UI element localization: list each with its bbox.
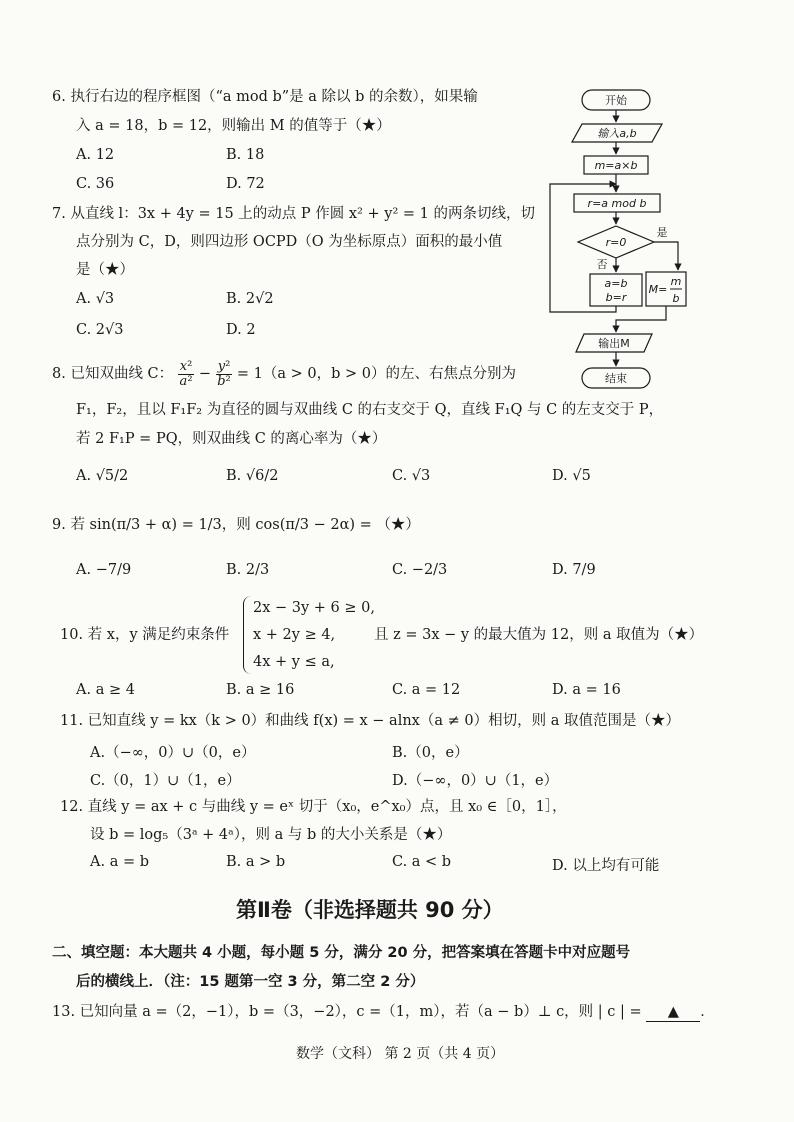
q9-option-a: A. −7/9 xyxy=(76,562,132,578)
flow-m-compute-lhs: M= xyxy=(648,283,668,296)
q6-option-b: B. 18 xyxy=(226,147,265,163)
q12-option-d: D. 以上均有可能 xyxy=(552,858,660,874)
flow-swap-label-2: b=r xyxy=(605,291,627,304)
q9-option-c: C. −2/3 xyxy=(392,562,448,578)
q8-line1: 8. 已知双曲线 C： $\frac{\text{x²}}{\text{a²}}$ − $\frac{\text{y²}}{\text{b²}}$ = 1（a > 0，b > 0）的左、右焦点分别为 xyxy=(52,359,516,389)
flow-yes-label: 是 xyxy=(656,226,668,239)
flow-start-label: 开始 xyxy=(605,94,627,107)
q9-option-b: B. 2/3 xyxy=(226,562,270,578)
flow-r-assign-label: r=a mod b xyxy=(587,197,647,210)
q11-option-b: B.（0，e） xyxy=(392,745,469,761)
q13-answer-blank[interactable]: ▲ xyxy=(646,1003,700,1022)
q10-constraint-2: x + 2y ≥ 4, xyxy=(253,627,336,643)
q8-option-d: D. √5 xyxy=(552,468,591,484)
program-flowchart xyxy=(540,84,690,394)
q8-option-c: C. √3 xyxy=(392,468,431,484)
q13: 13. 已知向量 a =（2，−1），b =（3，−2），c =（1，m），若（a − b）⊥ c，则 | c | = ▲ ． xyxy=(52,1003,715,1022)
q11-option-d: D.（−∞，0）∪（1，e） xyxy=(392,773,559,789)
q8-frac-x: $\frac{\text{x²}}{\text{a²}}$ xyxy=(179,359,193,389)
q12-line2: 设 b = log₅（3ᵃ + 4ᵃ），则 a 与 b 的大小关系是（★） xyxy=(90,827,452,843)
section2-title: 第Ⅱ卷（非选择题共 90 分） xyxy=(236,898,504,922)
q13-text: 13. 已知向量 a =（2，−1），b =（3，−2），c =（1，m），若（a − b）⊥ c，则 | c | = xyxy=(52,1004,642,1020)
q10-brace xyxy=(243,596,252,674)
q7-line1: 7. 从直线 l：3x + 4y = 15 上的动点 P 作圆 x² + y² = 1 的两条切线，切 xyxy=(52,206,535,222)
q10-option-a: A. a ≥ 4 xyxy=(76,682,135,698)
q7-option-d: D. 2 xyxy=(226,322,256,338)
q8-line1-post: = 1（a > 0，b > 0）的左、右焦点分别为 xyxy=(236,366,516,383)
q10-option-b: B. a ≥ 16 xyxy=(226,682,295,698)
q12-line1: 12. 直线 y = ax + c 与曲线 y = eˣ 切于（x₀，e^x₀）点，且 x₀ ∈［0，1］， xyxy=(60,799,567,815)
q6-option-a: A. 12 xyxy=(76,147,115,163)
q6-option-d: D. 72 xyxy=(226,176,265,192)
q7-line2: 点分别为 C，D，则四边形 OCPD（O 为坐标原点）面积的最小值 xyxy=(76,234,503,250)
q7-option-c: C. 2√3 xyxy=(76,322,124,338)
q8-line2: F₁，F₂，且以 F₁F₂ 为直径的圆与双曲线 C 的右支交于 Q，直线 F₁Q 与 C 的左支交于 P， xyxy=(76,402,664,418)
q8-option-a: A. √5/2 xyxy=(76,468,129,484)
q10-option-d: D. a = 16 xyxy=(552,682,621,698)
q11-option-c: C.（0，1）∪（1，e） xyxy=(90,773,241,789)
q9-option-d: D. 7/9 xyxy=(552,562,596,578)
q6-line2: 入 a = 18，b = 12，则输出 M 的值等于（★） xyxy=(76,118,391,134)
q8-line1-pre: 8. 已知双曲线 C： xyxy=(52,366,174,383)
flow-swap-label-1: a=b xyxy=(604,277,628,290)
q10-tail: 且 z = 3x − y 的最大值为 12，则 a 取值为（★） xyxy=(374,627,704,643)
q11-text: 11. 已知直线 y = kx（k > 0）和曲线 f(x) = x − alnx（a ≠ 0）相切，则 a 取值范围是（★） xyxy=(60,713,680,729)
q7-option-a: A. √3 xyxy=(76,291,115,307)
q9-text: 9. 若 sin(π/3 + α) = 1/3，则 cos(π/3 − 2α) = （★） xyxy=(52,517,420,533)
q8-line3: 若 2 F₁P = PQ，则双曲线 C 的离心率为（★） xyxy=(76,431,387,447)
q6-line1: 6. 执行右边的程序框图（“a mod b”是 a 除以 b 的余数），如果输 xyxy=(52,89,478,105)
section2-heading-line1: 二、填空题：本大题共 4 小题，每小题 5 分，满分 20 分，把答案填在答题卡中对应题号 xyxy=(52,945,631,961)
q7-option-b: B. 2√2 xyxy=(226,291,274,307)
flow-m-compute-den: b xyxy=(672,292,680,305)
q7-line3: 是（★） xyxy=(76,262,134,278)
q11-option-a: A.（−∞，0）∪（0，e） xyxy=(90,745,256,761)
q12-option-c: C. a < b xyxy=(392,854,452,870)
section2-heading-line2: 后的横线上．（注：15 题第一空 3 分，第二空 2 分） xyxy=(76,974,425,990)
flow-decision-label: r=0 xyxy=(605,236,627,249)
flow-input-label: 输入a,b xyxy=(597,127,637,140)
q10-constraint-1: 2x − 3y + 6 ≥ 0, xyxy=(253,600,375,616)
page-footer: 数学（文科） 第 2 页（共 4 页） xyxy=(296,1046,505,1062)
q8-frac-y: $\frac{\text{y²}}{\text{b²}}$ xyxy=(217,359,231,389)
q12-option-b: B. a > b xyxy=(226,854,286,870)
q10-constraint-3: 4x + y ≤ a, xyxy=(253,654,335,670)
flow-end-label: 结束 xyxy=(605,372,627,385)
flow-m-compute-num: m xyxy=(670,275,682,288)
q10-lead: 10. 若 x，y 满足约束条件 xyxy=(60,627,230,643)
flow-no-label: 否 xyxy=(596,258,608,271)
q10-option-c: C. a = 12 xyxy=(392,682,461,698)
flow-m-assign-label: m=a×b xyxy=(594,159,638,172)
q8-option-b: B. √6/2 xyxy=(226,468,279,484)
q6-option-c: C. 36 xyxy=(76,176,115,192)
flow-output-label: 输出M xyxy=(598,337,630,350)
q12-option-a: A. a = b xyxy=(90,854,149,870)
